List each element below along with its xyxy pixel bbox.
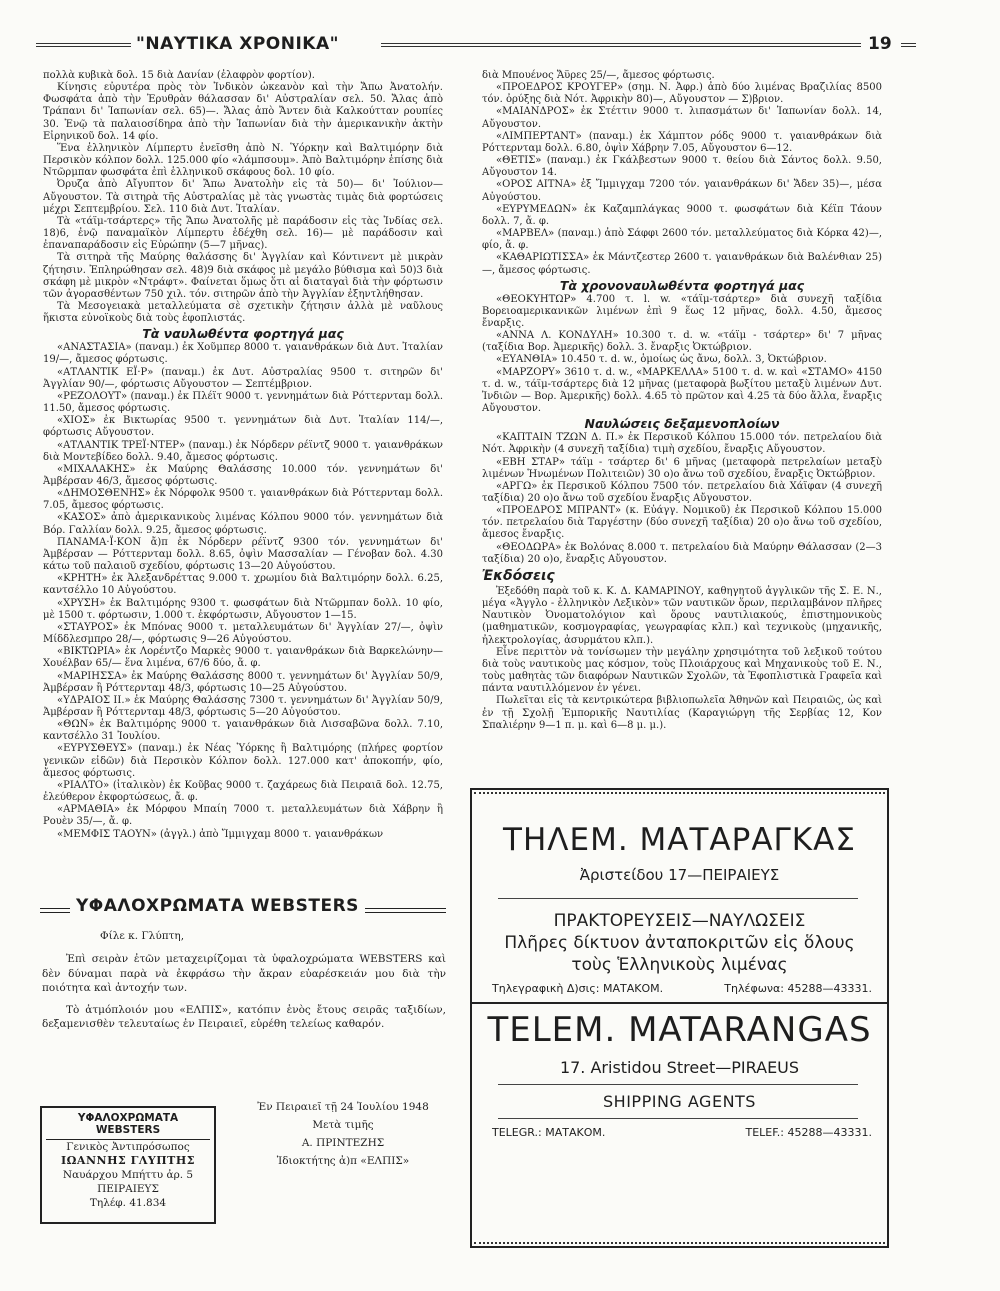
charter-entry: «ΕΥΡΥΣΘΕΥΣ» (παναμ.) ἐκ Νέας Ὑόρκης ἢ Βαλτιμόρης (πλήρες φορτίον γενικῶν εἰδῶν) διὰ Περσικὸν Κόλπον δολλ. 127.000 κατ' ἀποκοπήν, φίο, ἄμεσος φόρτωσις. (43, 743, 443, 779)
services-line: Πλῆρες δίκτυον ἀνταποκριτῶν εἰς ὅλους (504, 933, 855, 953)
dotted-border (474, 1238, 885, 1244)
signature-closing: Μετὰ τιμῆς (312, 1119, 374, 1131)
agent-city: ΠΕΙΡΑΙΕΥΣ (97, 1183, 159, 1195)
publication-paragraph: Πωλεῖται εἰς τὰ κεντρικώτερα βιβλιοπωλεῖα Ἀθηνῶν καὶ Πειραιῶς, ὡς καὶ ἐν τῇ Σχολῇ Ἐμπορικῆς Ναυτιλίας (Καραγιώργη τῆς Σερβίας 12, Κον Σπαλιέρην 9—1 π. μ. καὶ 6—8 μ. μ.). (482, 695, 882, 731)
paragraph: Τὰ «τάϊμ-τσάρτερς» τῆς Ἄπω Ἀνατολῆς μὲ παράδοσιν εἰς τὰς Ἰνδίας σελ. 18)6, ἐνῷ παναμαϊκὸν Λίμπερτυ ἐδέχθη σελ. 16)— μὲ παράδοσιν καὶ ἐπαναπαράδοσιν εἰς Εὐρώπην (5—7 μῆνας). (43, 215, 443, 252)
agent-address: Ναυάρχου Μπήττυ ἀρ. 5 (62, 1169, 194, 1181)
charter-entry: «ΛΙΜΠΕΡΤΑΝΤ» (παναμ.) ἐκ Χάμπτον ρόδς 9000 τ. γαιανθράκων διὰ Ρόττερνταμ δολλ. 6.80, ὀψὶν Χάβρην 7.05, Αὔγουστον 6—12. (482, 130, 882, 154)
charter-entry: «ΣΤΑΥΡΟΣ» ἐκ Μπόνας 9000 τ. μεταλλευμάτων δι' Ἀγγλίαν 27/—, ὀψὶν Μίδδλεσμπρο 28/—, φόρτωσις 9—26 Αὐγούστου. (43, 621, 443, 646)
charter-entry: «ΕΥΡΥΜΕΔΩΝ» ἐκ Καζαμπλάγκας 9000 τ. φωσφάτων διὰ Κέϊπ Τάουν δολλ. 7, ἄ. φ. (482, 203, 882, 227)
telegraph-latin: TELEGR.: ΜΑΤΑΚΟΜ. (492, 1126, 606, 1139)
charter-entry: «ΧΡΥΣΗ» ἐκ Βαλτιμόρης 9300 τ. φωσφάτων διὰ Ντῶρμπαν δολλ. 10 φίο, μὲ 1500 τ. φόρτωσιν, 1.000 τ. ἐκφόρτωσιν, Αὔγουστον 1—15. (43, 597, 443, 621)
dotted-border (474, 792, 885, 798)
charter-entry: «ΘΩΝ» ἐκ Βαλτιμόρης 9000 τ. γαιανθράκων διὰ Λισσαβῶνα δολλ. 7.10, καντσέλλο 31 Ἰουλίου. (43, 719, 443, 743)
services-line: ΠΡΑΚΤΟΡΕΥΣΕΙΣ—ΝΑΥΛΩΣΕΙΣ (553, 911, 806, 931)
letter-paragraph: Ἐπὶ σειρὰν ἐτῶν μεταχειρίζομαι τὰ ὑφαλοχρώματα WEBSTERS καὶ δὲν δύναμαι παρὰ νὰ ἐκφράσω τὴν ἄκραν εὐαρέσκειάν μου διὰ τὴν ποιότητα καὶ ἀντοχήν των. (42, 953, 446, 994)
timecharter-entry: «ΑΝΝΑ Λ. ΚΟΝΔΥΛΗ» 10.300 τ. d. w. «τάϊμ - τσάρτερ» δι' 7 μῆνας (ταξίδια Βορ. Ἀμερικῆς) δολλ. 3. ἔναρξις Ὀκτώβριον. (482, 330, 882, 354)
header-rule (901, 43, 916, 47)
charter-entry: «ΔΗΜΟΣΘΕΝΗΣ» ἐκ Νόρφολκ 9500 τ. γαιανθράκων διὰ Ρόττερνταμ δολλ. 7.05, ἄμεσος φόρτωσις. (43, 488, 443, 512)
publication-title: "ΝΑΥΤΙΚΑ ΧΡΟΝΙΚΑ" (136, 34, 339, 54)
charter-entry: «ΚΑΣΟΣ» ἀπὸ ἀμερικανικοὺς λιμένας Κόλπου 9000 τόν. γεννημάτων διὰ Βόρ. Γαλλίαν δολλ. 9.25, ἄμεσος φόρτωσις. (43, 512, 443, 536)
publication-paragraph: Ἐξεδόθη παρὰ τοῦ κ. Κ. Δ. ΚΑΜΑΡΙΝΟΥ, καθηγητοῦ ἀγγλικῶν τῆς Σ. Ε. Ν., μέγα «Ἀγγλο - ἑλληνικὸν Λεξικὸν» τῶν ναυτικῶν ὅρων, περιλαμβάνον πλῆρες Ναυτικὸν Ὀνοματολόγιον καὶ ὅρους ναυτιλιακούς, ἐπιστημονικοὺς (μαθηματικῶν, κοσμογραφίας, γεωγραφίας κλπ.) καὶ τεχνικοὺς (μηχανικῆς, ἠλεκτρολογίας, ἀσυρμάτου κλπ.). (482, 585, 882, 646)
page-number: 19 (868, 34, 892, 54)
agent-box-title: ΥΦΑΛΟΧΡΩΜΑΤΑ WEBSTERS (46, 1112, 210, 1140)
banner-rule (360, 908, 446, 913)
paragraph: Κίνησις εὐρυτέρα πρὸς τὸν Ἰνδικὸν ὠκεανὸν καὶ τὴν Ἄπω Ἀνατολήν. Φωσφάτα ἀπὸ τὴν Ἐρυθρὰν θάλασσαν δι' Αὐστραλίαν σελ. 50. Ἄλας ἀπὸ Τράπανι δι' Ἰαπωνίαν σελ. 65)—. Ἄλας ἀπὸ Ἄντεν διὰ Καλκούτταν ρουπίες 30. Ἐνῷ τὰ παλαιοσίδηρα ἀπὸ τὴν Ἰαπωνίαν διὰ τὴν ἀμερικανικὴν ἀκτὴν Εἰρηνικοῦ δολ. 14 φίο. (43, 82, 443, 142)
agent-box-line: Γενικὸς Ἀντιπρόσωπος (66, 1141, 190, 1153)
signature-title: Ἰδιοκτήτης ἀ)π «ΕΛΠΙΣ» (276, 1155, 410, 1167)
header-rule (36, 43, 131, 47)
charter-entry: «ΜΙΧΑΛΑΚΗΣ» ἐκ Μαύρης Θαλάσσης 10.000 τόν. γεννημάτων δι' Ἀμβέρσαν 46/3, ἄμεσος φόρτωσις. (43, 463, 443, 487)
divider (472, 1002, 887, 1004)
phones-greek: Τηλέφωνα: 45288—43331. (724, 982, 872, 995)
agent-phone: Τηλέφ. 41.834 (89, 1197, 167, 1209)
company-name-latin: TELEM. MATARANGAS (487, 1010, 872, 1050)
timecharter-entry: «ΜΑΡΖΟΡΥ» 3610 τ. d. w., «ΜΑΡΚΕΛΛΑ» 5100 τ. d. w. καὶ «ΣΤΑΜΟ» 4150 τ. d. w., τάϊμ-τσάρτερς διὰ 12 μῆνας (μεταφορὰ βωξίτου μεταξὺ λιμένων Δυτ. Ἰνδιῶν — Βορ. Ἀμερικῆς) δολλ. 4.65 τὸ πρῶτον καὶ 4.25 τὰ δύο ἄλλα, ἔναρξις Αὔγουστον. (482, 366, 882, 415)
charter-entry: «ΡΙΑΛΤΟ» (ἰταλικὸν) ἐκ Κοῦβας 9000 τ. ζαχάρεως διὰ Πειραιᾶ δολ. 12.75, ἐλεύθερον ἐκφορτώσεως, ἄ. φ. (43, 779, 443, 804)
ad-title: ΥΦΑΛΟΧΡΩΜΑΤΑ WEBSTERS (70, 896, 365, 916)
charter-entry: «ΑΤΛΑΝΤΙΚ ΤΡΕΪ·ΝΤΕΡ» (παναμ.) ἐκ Νόρδερν ρέϊντζ 9000 τ. γαιανθράκων διὰ Μοντεβίδεο δολλ. 9.40, ἄμεσος φόρτωσις. (43, 439, 443, 463)
charter-entry: «ΒΙΚΤΩΡΙΑ» ἐκ Λορέντζο Μαρκὲς 9000 τ. γαιανθράκων διὰ Βαρκελώνην—Χουέλβαν 65/— ἕνα λιμένα, 67/6 δύο, ἄ. φ. (43, 646, 443, 670)
charter-entry: «ΥΔΡΑΙΟΣ ΙΙ.» ἐκ Μαύρης Θαλάσσης 7300 τ. γεννημάτων δι' Ἀγγλίαν 50/9, Ἀμβέρσαν ἢ Ρόττερνταμ 48/3, φόρτωσις 5—20 Αὐγούστου. (43, 694, 443, 718)
charter-entry: «ΟΡΟΣ ΑΙΤΝΑ» ἐξ Ἴμμιγχαμ 7200 τόν. γαιανθράκων δι' Ἄδεν 35)—, μέσα Αὐγούστου. (482, 179, 882, 203)
section-title: Ναυλώσεις δεξαμενοπλοίων (584, 416, 780, 432)
charter-entry: «ΧΙΟΣ» ἐκ Βικτωρίας 9500 τ. γεννημάτων διὰ Δυτ. Ἰταλίαν 114/—, φόρτωσις Αὔγουστον. (43, 415, 443, 439)
charter-entry: «ΚΑΘΑΡΙΩΤΙΣΣΑ» ἐκ Μάντζεστερ 2600 τ. γαιανθράκων διὰ Βαλένθιαν 25)—, ἄμεσος φόρτωσις. (482, 252, 882, 276)
tanker-entry: «ΠΡΟΕΔΡΟΣ ΜΠΡΑΝΤ» (κ. Εὐάγγ. Νομικοῦ) ἐκ Περσικοῦ Κόλπου 15.000 τόν. πετρελαίου διὰ Ταργέστην (δύο συνεχῆ ταξίδια) 20 ο)ο ἄνω τοῦ σχεδίου, ἄμεσος ἔναρξις. (482, 505, 882, 541)
company-address-greek: Ἀριστείδου 17—ΠΕΙΡΑΙΕΥΣ (579, 866, 780, 884)
company-address-latin: 17. Aristidou Street—PIRAEUS (559, 1058, 800, 1077)
tanker-entry: «ΚΑΠΤΑΙΝ ΤΖΩΝ Δ. Π.» ἐκ Περσικοῦ Κόλπου 15.000 τόν. πετρελαίου διὰ Νότ. Ἀφρικὴν (4 συνεχῆ ταξίδια) τιμὴ σχεδίου, ἔναρξις Αὔγουστον. (482, 432, 882, 456)
charter-entry: «ΑΤΛΑΝΤΙΚ ΕΪ·Ρ» (παναμ.) ἐκ Δυτ. Αὐστραλίας 9500 τ. σιτηρῶν δι' Ἀγγλίαν 90/—, φόρτωσις Αὔγουστον — Σεπτέμβριον. (43, 366, 443, 390)
charter-entry: «ΑΡΜΑΘΙΑ» ἐκ Μόρφου Μπαίη 7000 τ. μεταλλευμάτων διὰ Χάβρην ἢ Ρουὲν 35/—, ἄ. φ. (43, 804, 443, 828)
mataragkas-advertisement (470, 788, 889, 1248)
paragraph: Τὰ σιτηρὰ τῆς Μαύρης θαλάσσης δι' Ἀγγλίαν καὶ Κόντινεντ μὲ μικρὰν ζήτησιν. Ἐπληρώθησαν σελ. 48)9 διὰ σκάφος μὲ μεγάλο βύθισμα καὶ 50)3 διὰ σκάφη μὲ μικρὸν «Ντράφτ». Φαίνεται ὅμως ὅτι αἱ διαταγαὶ διὰ τὴν φόρτωσιν τῶν ἀγορασθέντων 750 χιλ. τόν. σιτηρῶν ἀπὸ τὴν Ἀγγλίαν ἐξηντλήθησαν. (43, 252, 443, 300)
paragraph: Τὰ Μεσογειακὰ μεταλλεύματα σὲ σχετικὴν ζήτησιν ἀλλὰ μὲ ναῦλους ἥκιστα εὐνοϊκοὺς διὰ τοὺς ἐφοπλιστάς. (43, 300, 443, 325)
signature-date: Ἐν Πειραιεῖ τῇ 24 Ἰουλίου 1948 (257, 1101, 429, 1113)
letter-salutation: Φίλε κ. Γλύπτη, (100, 930, 185, 942)
contact-row-latin (492, 1126, 872, 1139)
tanker-entry: «ΘΕΟΔΩΡΑ» ἐκ Βολόνας 8.000 τ. πετρελαίου διὰ Μαύρην Θάλασσαν (2—3 ταξίδια) 20 ο)ο, ἔναρξις Αὔγουστον. (482, 541, 882, 565)
tanker-entry: «ΑΡΓΩ» ἐκ Περσικοῦ Κόλπου 7500 τόν. πετρελαίου διὰ Χάϊφαν (4 συνεχῆ ταξίδια) 20 ο)ο ἄνω τοῦ σχεδίου ἔναρξις Αὔγουστον. (482, 480, 882, 504)
agent-name: ΙΩΑΝΝΗΣ ΓΛΥΠΤΗΣ (60, 1154, 196, 1167)
paragraph: διὰ Μπουένος Ἄϋρες 25/—, ἄμεσος φόρτωσις. (482, 70, 715, 81)
services-line: τοὺς Ἑλληνικοὺς λιμένας (571, 955, 788, 975)
charter-entry: «ΠΡΟΕΔΡΟΣ ΚΡΟΥΓΕΡ» (σημ. Ν. Ἀφρ.) ἀπὸ δύο λιμένας Βραζιλίας 8500 τόν. ὀρύξης διὰ Νότ. Ἀφρικὴν 80)—, Αὔγουστον — Σ)βριον. (482, 82, 882, 106)
phones-latin: TELEF.: 45288—43331. (745, 1126, 872, 1139)
divider (498, 1118, 858, 1119)
charter-entry: «ΜΑΡΒΕΛ» (παναμ.) ἀπὸ Σάφφι 2600 τόν. μεταλλεύματος διὰ Κόρκα 42)—, φίο, ἄ. φ. (482, 228, 882, 252)
divider (498, 898, 858, 899)
right-column (482, 70, 882, 732)
letter-body (42, 952, 446, 1039)
charter-entry: ΠΑΝΑΜΑ·Ϊ·ΚΟΝ ἄ)π ἐκ Νόρδερν ρέϊντζ 9300 τόν. γεννημάτων δι' Ἀμβέρσαν — Ρόττερνταμ δολλ. 8.65, ὀψὶν Μασσαλίαν — Γένοβαν δολ. 4.30 κάτω τοῦ παλαιοῦ σχεδίου, φόρτωσις 13—20 Αὐγούστου. (43, 536, 443, 573)
charter-entry: «ΚΡΗΤΗ» ἐκ Ἀλεξανδρέττας 9.000 τ. χρωμίου διὰ Βαλτιμόρην δολλ. 6.25, καντσέλλο 10 Αὐγούστου. (43, 573, 443, 597)
charter-entry: «ΜΕΜΦΙΣ ΤΑΟΥΝ» (ἀγγλ.) ἀπὸ Ἴμμιγχαμ 8000 τ. γαιανθράκων (57, 828, 384, 840)
left-column (43, 70, 443, 841)
paragraph: Ἕνα ἑλληνικὸν Λίμπερτυ ἐνεῖσθη ἀπὸ Ν. Ὑόρκην καὶ Βαλτιμόρην διὰ Περσικὸν κόλπον δολλ. 125.000 φίο «λάμπσουμ». Ἀπὸ Βαλτιμόρην ἐπίσης διὰ Ντῶρμπαν φωσφάτα ἐπὶ ἑλληνικοῦ σκάφους δολ. 10 φίο. (43, 142, 443, 179)
divider (498, 1084, 858, 1085)
letter-signature (240, 1098, 446, 1170)
charter-entry: «ΡΕΖΟΛΟΥΤ» (παναμ.) ἐκ Πλέϊτ 9000 τ. γεννημάτων διὰ Ρόττερνταμ δολλ. 11.50, ἄμεσος φόρτωσις. (43, 390, 443, 415)
ad-banner (40, 894, 446, 924)
paragraph: πολλὰ κυβικὰ δολ. 15 διὰ Δανίαν (ἐλαφρὸν φορτίον). (43, 70, 315, 81)
letter-paragraph: Τὸ ἀτμόπλοιόν μου «ΕΛΠΙΣ», κατόπιν ἑνὸς ἔτους σειρᾶς ταξιδίων, δεξαμενισθὲν τελευταίως ἐν Πειραιεῖ, εὑρέθη τελείως καθαρόν. (42, 1003, 446, 1030)
charter-entry: «ΜΑΙΑΝΔΡΟΣ» ἐκ Στέττιν 9000 τ. λιπασμάτων δι' Ἰαπωνίαν δολλ. 14, Αὔγουστον. (482, 106, 882, 130)
signature-name: Α. ΠΡΙΝΤΕΖΗΣ (301, 1137, 385, 1149)
paragraph: Ὀρυζα ἀπὸ Αἴγυπτον δι' Ἄπω Ἀνατολὴν εἰς τὰ 50)— δι' Ἰούλιον—Αὔγουστον. Τὰ σιτηρὰ τῆς Αὐστραλίας μὲ τὰς γνωστὰς τιμὰς διὰ φορτώσεις μέχρι Σεπτεμβρίου. Σελ. 110 διὰ Δυτ. Ἰταλίαν. (43, 179, 443, 215)
websters-advertisement (40, 894, 446, 1224)
telegraph-greek: Τηλεγραφικὴ Δ)σις: ΜΑΤΑΚΟΜ. (492, 982, 664, 995)
company-name-greek: ΤΗΛΕΜ. ΜΑΤΑΡΑΓΚΑΣ (503, 822, 856, 858)
charter-entry: «ΑΝΑΣΤΑΣΙΑ» (παναμ.) ἐκ Χοῦμπερ 8000 τ. γαιανθράκων διὰ Δυτ. Ἰταλίαν 19/—, ἄμεσος φόρτωσις. (43, 342, 443, 366)
charter-entry: «ΜΑΡΙΗΣΣΑ» ἐκ Μαύρης Θαλάσσης 8000 τ. γεννημάτων δι' Ἀγγλίαν 50/9, Ἀμβέρσαν ἢ Ρόττερνταμ 48/3, φόρτωσις 10—25 Αὐγούστου. (43, 670, 443, 694)
services-block (472, 910, 887, 976)
section-title: Τὰ ναυλωθέντα φορτηγά μας (142, 326, 344, 342)
banner-rule (40, 908, 70, 913)
section-title: Τὰ χρονοναυλωθέντα φορτηγά μας (559, 277, 805, 293)
charter-entry: «ΘΕΤΙΣ» (παναμ.) ἐκ Γκάλβεστων 9000 τ. θείου διὰ Σάντος δολλ. 9.50, Αὔγουστον 14. (482, 155, 882, 179)
timecharter-entry: «ΕΥΑΝΘΙΑ» 10.450 τ. d. w., ὁμοίως ὡς ἄνω, δολλ. 3, Ὀκτώβριον. (496, 354, 827, 366)
agent-box (40, 1106, 216, 1224)
contact-row-greek (492, 982, 872, 995)
publication-paragraph: Εἶνε περιττὸν νὰ τονίσωμεν τὴν μεγάλην χρησιμότητα τοῦ λεξικοῦ τούτου διὰ τοὺς ναυτικοὺς μας κόσμον, τοὺς Πλοιάρχους καὶ Μηχανικοὺς τοῦ Ε. Ν., τοὺς μαθητὰς τῶν διαφόρων Ναυτικῶν Σχολῶν, τὰ Ἐφοπλιστικὰ Γραφεῖα καὶ πάντα ναυτιλλόμενον ἐν γένει. (482, 646, 882, 695)
timecharter-entry: «ΘΕΟΚΥΗΤΩΡ» 4.700 τ. l. w. «τάϊμ-τσάρτερ» διὰ συνεχῆ ταξίδια Βορειοαμερικανικῶν λιμένων ἐπὶ 9 ἕως 12 μῆνας, δολλ. 4.50, ἄμεσος ἔναρξις. (482, 293, 882, 329)
header-rule (381, 43, 861, 47)
running-header (36, 34, 916, 56)
section-title: Ἐκδόσεις (482, 567, 555, 584)
shipping-agents-label: SHIPPING AGENTS (603, 1092, 756, 1111)
tanker-entry: «ΕΒΗ ΣΤΑΡ» τάϊμ - τσάρτερ δι' 6 μῆνας (μεταφορὰ πετρελαίων μεταξὺ λιμένων Ἡνωμένων Πολιτειῶν) 30 ο)ο ἄνω τοῦ σχεδίου, ἔναρξις Ὀκτώβριον. (482, 456, 882, 480)
